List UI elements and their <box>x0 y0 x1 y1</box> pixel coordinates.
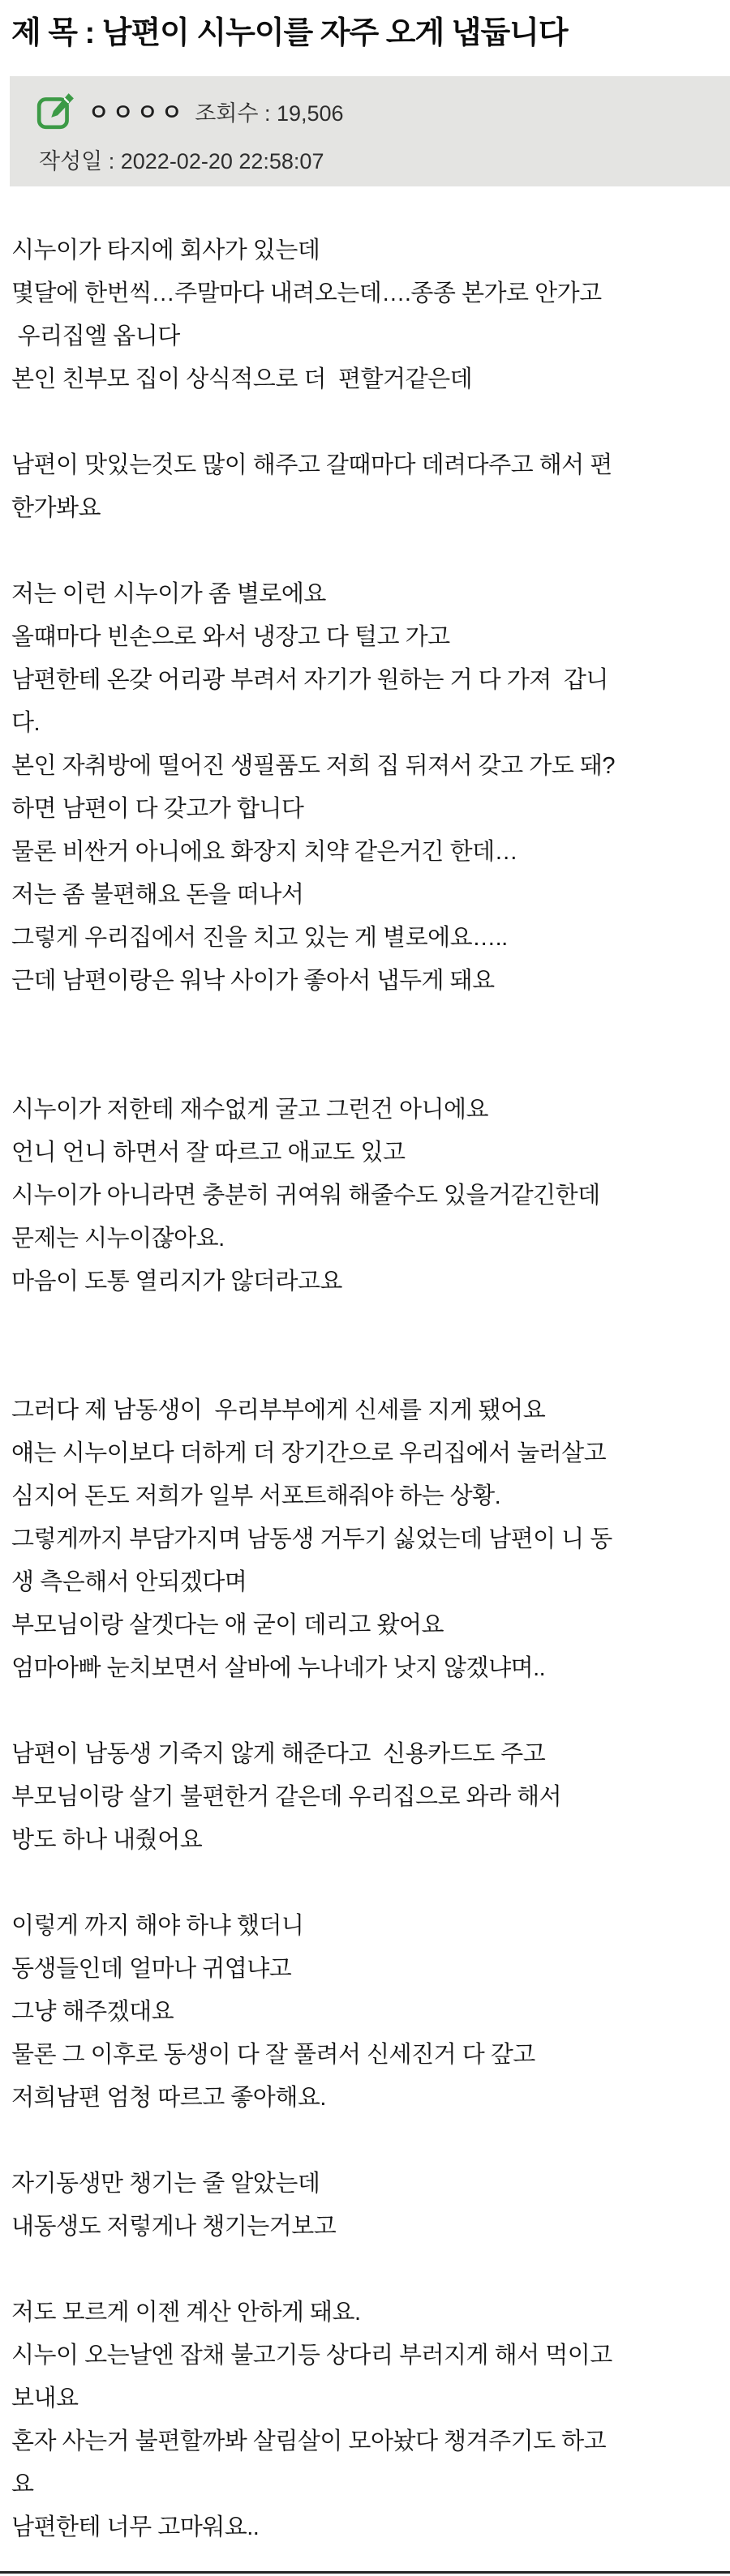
body-line: 그러다 제 남동생이 우리부부에게 신세를 지게 됐어요 <box>11 1397 546 1423</box>
body-line: 저도 모르게 이젠 계산 안하게 돼요. <box>11 2300 361 2326</box>
body-line: 보내요 <box>11 2386 79 2411</box>
body-line: 문제는 시누이잖아요. <box>11 1226 225 1252</box>
body-line: 저는 좀 불편해요 돈을 떠나서 <box>11 882 304 908</box>
body-line: 저희남편 엄청 따르고 좋아해요. <box>11 2085 326 2111</box>
author-name: ㅇㅇㅇㅇ <box>88 100 186 125</box>
post-meta-bar <box>10 76 730 186</box>
body-line: 시누이 오는날엔 잡채 불고기등 상다리 부러지게 해서 먹이고 <box>11 2343 612 2368</box>
body-line <box>11 1862 725 1905</box>
post-title: 제 목 : 남편이 시누이를 자주 오게 냅둡니다 <box>11 16 568 50</box>
body-line: 본인 자취방에 떨어진 생필품도 저희 집 뒤져서 갖고 가도 돼? <box>11 753 615 779</box>
body-line: 이렇게 까지 해야 하냐 했더니 <box>11 1913 304 1939</box>
body-line: 한가봐요 <box>11 495 101 521</box>
body-line: 저는 이런 시누이가 좀 별로에요 <box>11 581 326 607</box>
body-line: 그냥 해주겠대요 <box>11 1999 174 2025</box>
body-line: 남편이 맛있는것도 많이 해주고 갈때마다 데려다주고 해서 편 <box>11 452 612 478</box>
body-line <box>11 1046 725 1089</box>
body-line: 남편한테 온갖 어리광 부려서 자기가 원하는 거 다 가져 갑니 <box>11 667 608 693</box>
pencil-square-edit-icon <box>36 91 76 131</box>
body-line: 몇달에 한번씩…주말마다 내려오는데….종종 본가로 안가고 <box>11 280 602 306</box>
body-line <box>11 2120 725 2163</box>
body-line: 내동생도 저렇게나 챙기는거보고 <box>11 2214 337 2240</box>
body-line: 자기동생만 챙기는 줄 알았는데 <box>11 2171 320 2197</box>
body-line: 엄마아빠 눈치보면서 살바에 누나네가 낫지 않겠냐며.. <box>11 1655 546 1681</box>
body-line: 그렇게까지 부담가지며 남동생 거두기 싫었는데 남편이 니 동 <box>11 1526 612 1552</box>
body-line: 근데 남편이랑은 워낙 사이가 좋아서 냅두게 돼요 <box>11 968 495 994</box>
meta-row-author-views <box>36 88 730 134</box>
body-line: 부모님이랑 살겟다는 애 굳이 데리고 왔어요 <box>11 1612 444 1638</box>
post-body <box>0 229 730 2549</box>
body-line: 하면 남편이 다 갖고가 합니다 <box>11 796 304 822</box>
body-line: 마음이 도통 열리지가 않더라고요 <box>11 1269 342 1294</box>
body-line: 남편이 남동생 기죽지 않게 해준다고 신용카드도 주고 <box>11 1741 546 1767</box>
body-line: 생 측은해서 안되겠다며 <box>11 1569 247 1595</box>
body-line: 얘는 시누이보다 더하게 더 장기간으로 우리집에서 눌러살고 <box>11 1440 607 1466</box>
body-line: 올떄마다 빈손으로 와서 냉장고 다 털고 가고 <box>11 624 450 650</box>
body-line <box>11 401 725 444</box>
body-line: 그렇게 우리집에서 진을 치고 있는 게 별로에요….. <box>11 925 508 951</box>
body-line <box>11 2249 725 2291</box>
body-line <box>11 1003 725 1046</box>
body-line <box>11 530 725 573</box>
body-line: 남편한테 너무 고마워요.. <box>11 2514 260 2540</box>
body-line: 물론 비싼거 아니에요 화장지 치약 같은거긴 한데… <box>11 839 518 865</box>
body-line: 요 <box>11 2471 34 2497</box>
body-line: 동생들인데 얼마나 귀엽냐고 <box>11 1956 292 1982</box>
body-line: 시누이가 저한테 재수없게 굴고 그런건 아니에요 <box>11 1097 489 1123</box>
body-line: 다. <box>11 710 41 736</box>
body-line: 우리집엘 옵니다 <box>11 323 180 349</box>
body-line <box>11 1690 725 1733</box>
bottom-divider <box>0 2571 730 2574</box>
body-line: 심지어 돈도 저희가 일부 서포트해줘야 하는 상황. <box>11 1483 501 1509</box>
body-line: 언니 언니 하면서 잘 따르고 애교도 있고 <box>11 1140 406 1166</box>
body-line: 혼자 사는거 불편할까봐 살림살이 모아놨다 챙겨주기도 하고 <box>11 2428 607 2454</box>
body-line: 부모님이랑 살기 불편한거 같은데 우리집으로 와라 해서 <box>11 1784 562 1810</box>
body-line: 방도 하나 내줬어요 <box>11 1827 203 1853</box>
body-line <box>11 1346 725 1389</box>
body-line: 시누이가 아니라면 충분히 귀여워 해줄수도 있을거같긴한데 <box>11 1183 600 1209</box>
body-line: 본인 친부모 집이 상식적으로 더 편할거같은데 <box>11 366 473 392</box>
post-date: 작성일 : 2022-02-20 22:58:07 <box>39 149 324 173</box>
body-line <box>11 1303 725 1346</box>
body-line: 물론 그 이후로 동생이 다 잘 풀려서 신세진거 다 갚고 <box>11 2042 535 2068</box>
views-count: 조회수 : 19,506 <box>195 101 344 126</box>
body-line: 시누이가 타지에 회사가 있는데 <box>11 237 320 263</box>
